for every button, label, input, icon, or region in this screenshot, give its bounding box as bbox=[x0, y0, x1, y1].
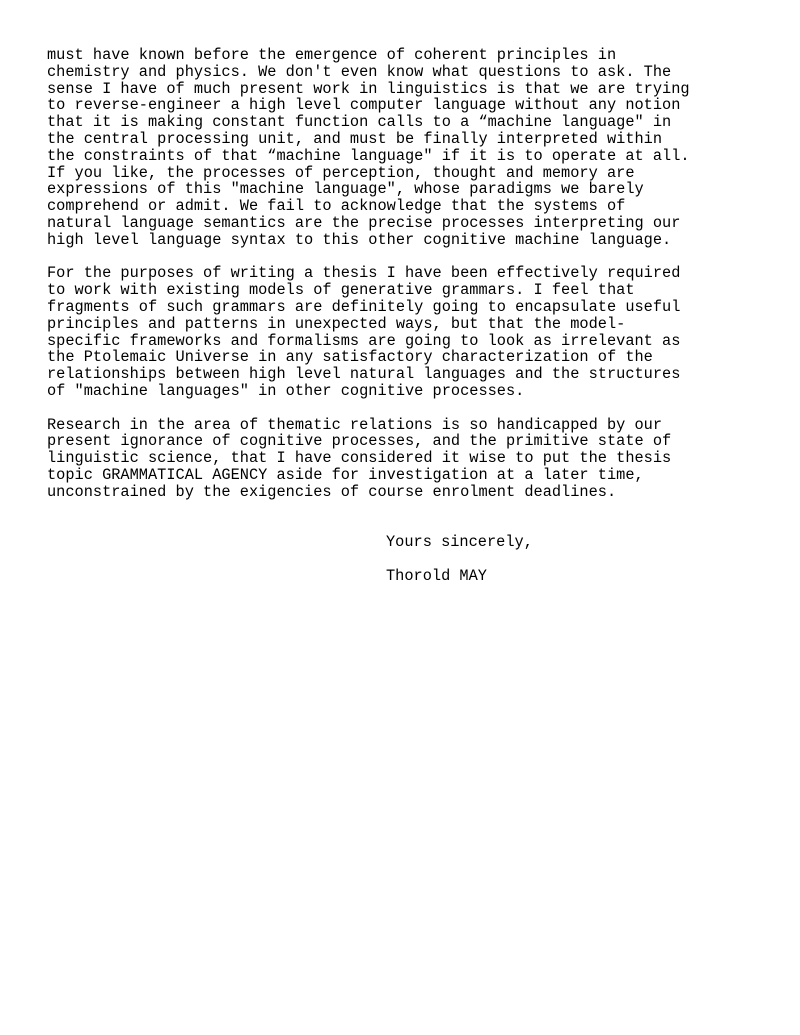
text-line: comprehend or admit. We fail to acknowledge that the systems of bbox=[47, 197, 626, 216]
text-line: to work with existing models of generative grammars. I feel that bbox=[47, 281, 635, 300]
text-line: Research in the area of thematic relations is so handicapped by our bbox=[47, 415, 663, 434]
paragraph-1 bbox=[47, 47, 767, 249]
text-line: to reverse-engineer a high level computer language without any notion bbox=[47, 96, 681, 115]
text-line: sense I have of much present work in linguistics is that we are trying bbox=[47, 79, 690, 98]
text-line: expressions of this "machine language", whose paradigms we barely bbox=[47, 180, 644, 199]
paragraph-gap bbox=[47, 551, 767, 568]
text-line: unconstrained by the exigencies of course enrolment deadlines. bbox=[47, 482, 617, 501]
closing-salutation: Yours sincerely, bbox=[386, 533, 533, 552]
signature-name: Thorold MAY bbox=[386, 566, 487, 585]
text-line: natural language semantics are the precise processes interpreting our bbox=[47, 213, 681, 232]
text-line: of "machine languages" in other cognitive processes. bbox=[47, 381, 525, 400]
text-line: specific frameworks and formalisms are going to look as irrelevant as bbox=[47, 331, 681, 350]
paragraph-2 bbox=[47, 265, 767, 399]
letter-page bbox=[47, 47, 767, 585]
paragraph-gap bbox=[47, 400, 767, 417]
text-line: the Ptolemaic Universe in any satisfactory characterization of the bbox=[47, 348, 653, 367]
text-line: the central processing unit, and must be finally interpreted within bbox=[47, 129, 663, 148]
text-line: must have known before the emergence of coherent principles in bbox=[47, 46, 617, 64]
paragraph-gap bbox=[47, 517, 767, 534]
text-line: present ignorance of cognitive processes, and the primitive state of bbox=[47, 432, 672, 451]
text-line: topic GRAMMATICAL AGENCY aside for investigation at a later time, bbox=[47, 465, 644, 484]
text-line: relationships between high level natural languages and the structures bbox=[47, 365, 681, 384]
paragraph-3 bbox=[47, 417, 767, 501]
paragraph-gap bbox=[47, 501, 767, 518]
text-line: fragments of such grammars are definitely going to encapsulate useful bbox=[47, 297, 681, 316]
text-line: principles and patterns in unexpected ways, but that the model- bbox=[47, 314, 626, 333]
text-line: linguistic science, that I have considered it wise to put the thesis bbox=[47, 449, 672, 468]
text-line: If you like, the processes of perception, thought and memory are bbox=[47, 163, 635, 182]
text-line: For the purposes of writing a thesis I have been effectively required bbox=[47, 264, 681, 283]
paragraph-gap bbox=[47, 249, 767, 266]
text-line: the constraints of that “machine language" if it is to operate at all. bbox=[47, 146, 690, 165]
text-line: high level language syntax to this other cognitive machine language. bbox=[47, 230, 672, 249]
text-line: chemistry and physics. We don't even know what questions to ask. The bbox=[47, 62, 672, 81]
text-line: that it is making constant function calls to a “machine language" in bbox=[47, 113, 672, 132]
